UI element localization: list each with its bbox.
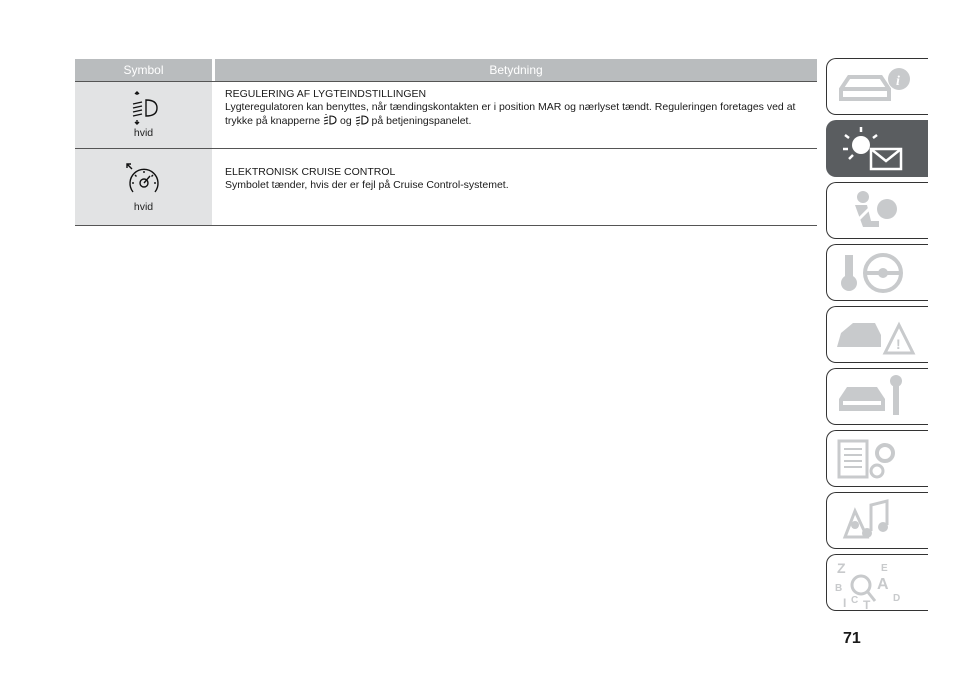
symbol-cell [75,82,212,148]
row-text-and: og [340,115,352,128]
meaning-cell [215,149,817,225]
tab-multimedia[interactable] [826,492,928,549]
svg-text:T: T [863,598,871,611]
row-title: ELEKTRONISK CRUISE CONTROL [225,166,396,178]
headlight-leveling-icon [127,91,161,125]
symbol-color-label: hvid [133,201,154,213]
symbol-meaning-table [75,59,817,226]
svg-text:!: ! [896,336,901,352]
symbol-color-label: hvid [133,127,154,139]
svg-text:C: C [851,595,859,606]
multimedia-music-icon [833,497,923,545]
tab-starting-driving[interactable] [826,244,928,301]
row-text: Symbolet tænder, hvis der er fejl på Cruise Control-systemet. [225,179,509,192]
page-number: 71 [843,630,861,647]
svg-text:i: i [896,74,900,89]
tab-emergency[interactable] [826,306,928,363]
svg-text:I: I [843,596,847,610]
key-steering-wheel-icon [833,249,923,297]
svg-text:Z: Z [837,560,846,576]
car-info-icon [833,63,923,111]
table-row [75,82,817,149]
headlight-up-button-icon [323,115,337,127]
headlight-down-button-icon [355,115,369,127]
row-text-end: på betjeningspanelet. [371,115,472,128]
accident-warning-icon [833,311,923,359]
table-row [75,149,817,226]
tab-safety[interactable] [826,182,928,239]
svg-text:D: D [893,593,901,604]
header-meaning: Betydning [215,59,817,81]
row-title: REGULERING AF LYGTEINDSTILLINGEN [225,88,427,100]
svg-text:B: B [835,583,843,594]
symbol-cell [75,149,212,225]
warning-light-message-icon [833,125,923,173]
meaning-cell [215,82,817,148]
header-symbol: Symbol [75,59,212,81]
row-text: Lygteregulatoren kan benyttes, når tændingskontakten er i position MAR og nærlyset tændt. Reguleringen foretages ved at trykke på knapperne [225,101,796,128]
tab-technical-data[interactable] [826,430,928,487]
seat-airbag-icon [833,187,923,235]
table-header [75,59,817,81]
tab-index[interactable] [826,554,928,611]
specifications-gear-icon [833,435,923,483]
tab-maintenance[interactable] [826,368,928,425]
svg-text:A: A [877,576,889,593]
tab-car-info[interactable] [826,58,928,115]
alphabetical-index-icon [833,559,923,611]
cruise-control-icon [124,161,164,199]
tab-warning-lights[interactable] [826,120,928,177]
car-wrench-icon [833,373,923,421]
svg-text:E: E [881,563,888,574]
